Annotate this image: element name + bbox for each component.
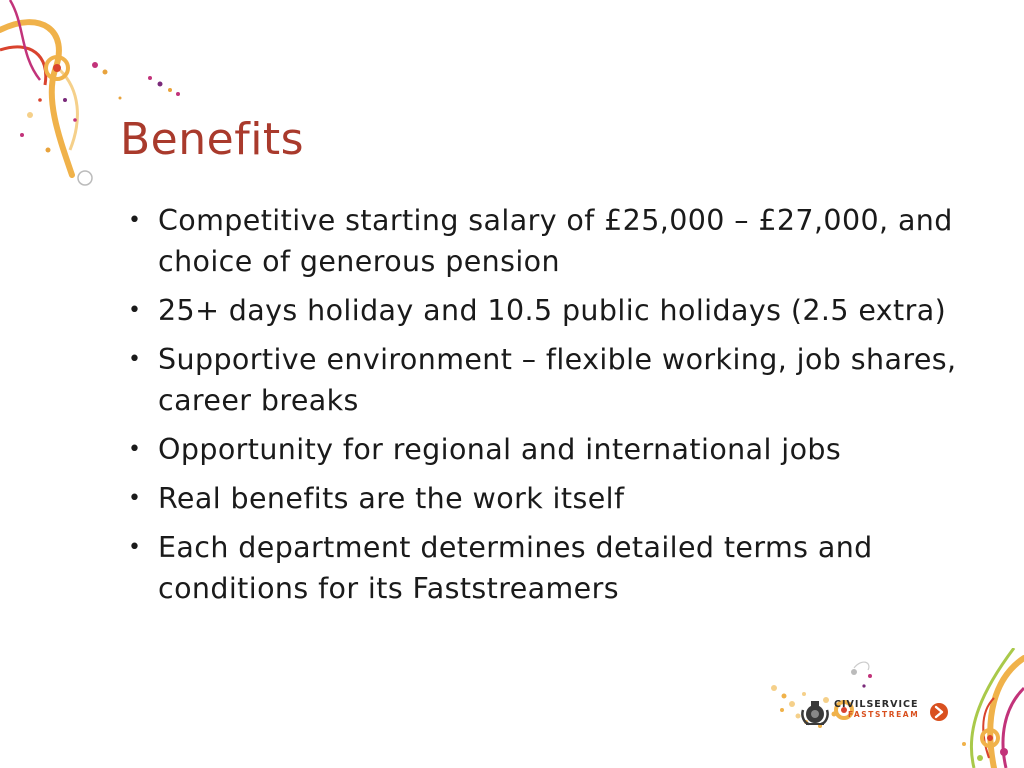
list-item xyxy=(124,200,984,282)
logo-line-faststream: FASTSTREAM xyxy=(848,710,920,719)
royal-crest-icon xyxy=(800,698,830,726)
logo-line-civil-service: CIVILSERVICE xyxy=(834,699,919,710)
list-item xyxy=(124,429,984,470)
list-item xyxy=(124,290,984,331)
bullet-text: Opportunity for regional and international jobs xyxy=(158,433,842,466)
bullet-icon: • xyxy=(128,437,142,462)
list-item xyxy=(124,339,984,421)
arrow-right-circle-icon xyxy=(930,703,948,721)
list-item xyxy=(124,478,984,519)
bullet-icon: • xyxy=(128,347,142,372)
bullet-text: Each department determines detailed terms and conditions for its Faststreamers xyxy=(158,531,873,605)
bullet-icon: • xyxy=(128,535,142,560)
list-item xyxy=(124,527,984,609)
slide-title: Benefits xyxy=(120,114,305,165)
logo-text xyxy=(834,700,919,720)
civil-service-faststream-logo xyxy=(800,698,960,726)
bullet-text: Supportive environment – flexible working, job shares, career breaks xyxy=(158,343,957,417)
decorative-flourish-top-left xyxy=(0,0,200,210)
bullet-icon: • xyxy=(128,298,142,323)
bullet-text: 25+ days holiday and 10.5 public holidays (2.5 extra) xyxy=(158,294,947,327)
bullet-icon: • xyxy=(128,208,142,233)
bullet-text: Real benefits are the work itself xyxy=(158,482,625,515)
bullet-text: Competitive starting salary of £25,000 – £27,000, and choice of generous pension xyxy=(158,204,953,278)
benefits-list xyxy=(124,200,984,617)
bullet-icon: • xyxy=(128,486,142,511)
